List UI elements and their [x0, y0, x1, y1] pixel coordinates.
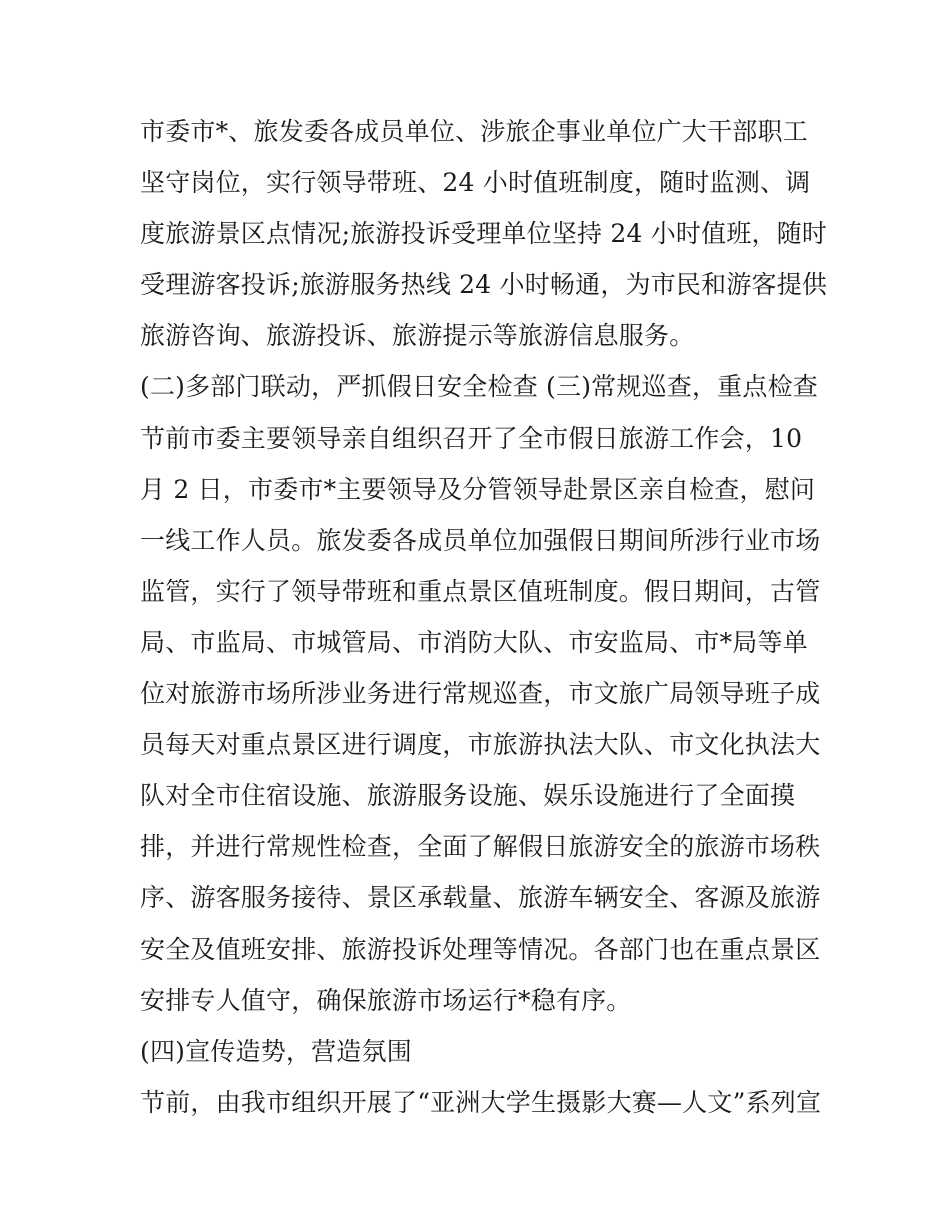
text-line: 监管，实行了领导带班和重点景区值班制度。假日期间，古管: [140, 576, 821, 606]
text-line: 节前市委主要领导亲自组织召开了全市假日旅游工作会，10: [140, 423, 803, 453]
text-line: 位对旅游市场所涉业务进行常规巡查，市文旅广局领导班子成: [140, 679, 821, 709]
text-line: 市委市*、旅发委各成员单位、涉旅企事业单位广大干部职工: [140, 117, 808, 146]
text-line: 员每天对重点景区进行调度，市旅游执法大队、市文化执法大: [140, 730, 821, 760]
text-line: 节前，由我市组织开展了“亚洲大学生摄影大赛—人文”系列宣: [140, 1087, 822, 1117]
text-line: 队对全市住宿设施、旅游服务设施、娱乐设施进行了全面摸: [140, 781, 796, 811]
text-line: 序、游客服务接待、景区承载量、旅游车辆安全、客源及旅游: [140, 883, 821, 913]
text-line: 度旅游景区点情况;旅游投诉受理单位坚持 24 小时值班，随时: [140, 219, 828, 249]
text-line: 一线工作人员。旅发委各成员单位加强假日期间所涉行业市场: [140, 525, 821, 555]
body-text: [140, 106, 828, 1128]
section-heading-line: (二)多部门联动，严抓假日安全检查 (三)常规巡查，重点检查: [140, 372, 818, 402]
text-line: 旅游咨询、旅游投诉、旅游提示等旅游信息服务。: [140, 321, 695, 351]
text-line: 安排专人值守，确保旅游市场运行*稳有序。: [140, 985, 632, 1015]
text-line: 局、市监局、市城管局、市消防大队、市安监局、市*局等单: [140, 627, 808, 657]
text-line: 安全及值班安排、旅游投诉处理等情况。各部门也在重点景区: [140, 934, 821, 964]
text-line: 受理游客投诉;旅游服务热线 24 小时畅通，为市民和游客提供: [140, 270, 828, 300]
text-line: 坚守岗位，实行领导带班、24 小时值班制度，随时监测、调: [140, 168, 811, 198]
section-heading: (四)宣传造势，营造氛围: [140, 1036, 412, 1066]
text-line: 月 2 日，市委市*主要领导及分管领导赴景区亲自检查，慰问: [140, 474, 816, 504]
text-line: 排，并进行常规性检查，全面了解假日旅游安全的旅游市场秩: [140, 832, 821, 862]
